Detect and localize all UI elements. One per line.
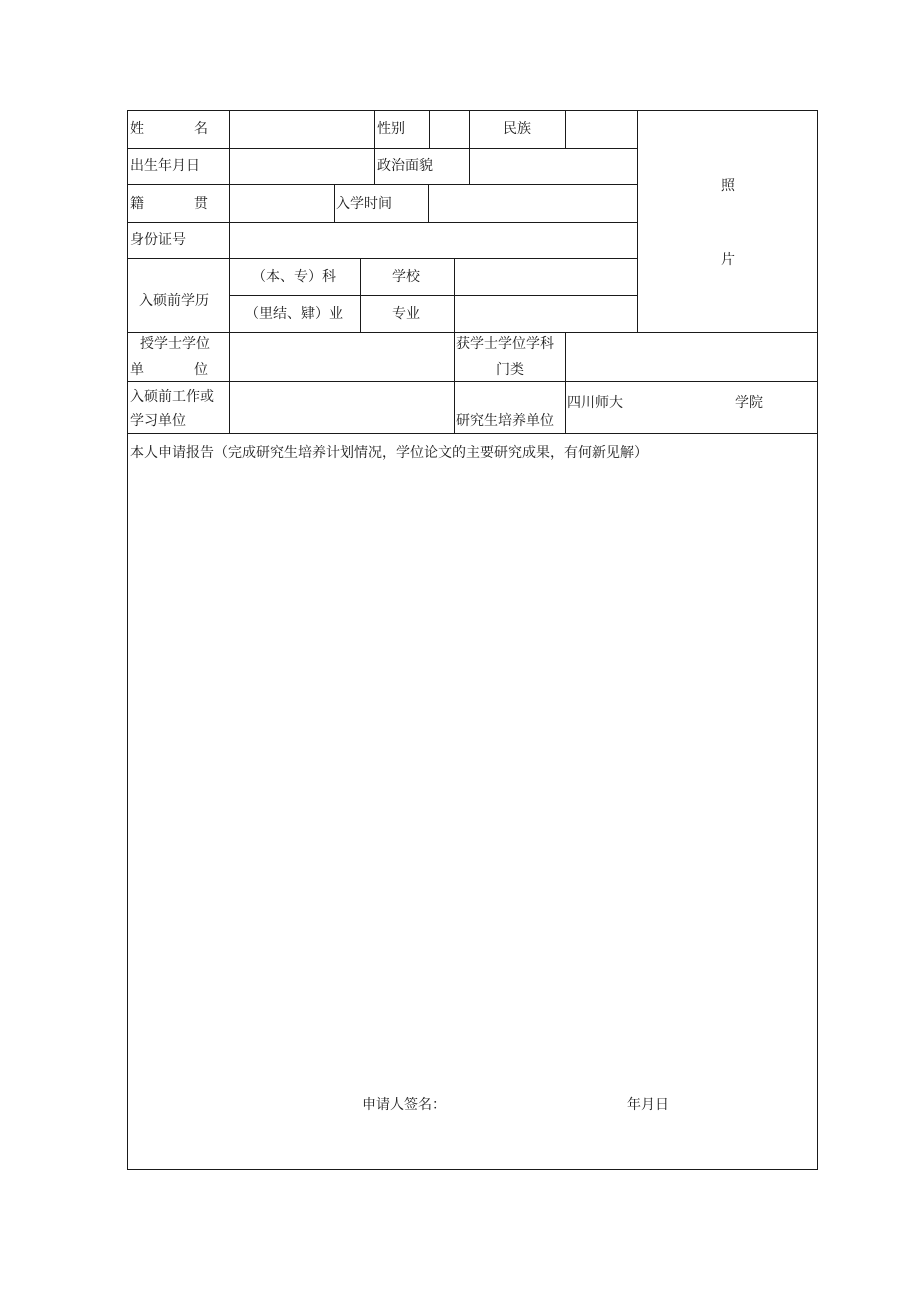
school-label: 学校	[392, 269, 420, 285]
bachelor-unit-label-char1: 单	[130, 362, 144, 378]
bachelor-category-label-line2: 门类	[496, 362, 524, 378]
bachelor-unit-label-char2: 位	[194, 362, 208, 378]
report-textarea[interactable]	[128, 466, 817, 1086]
rule-col-school-label	[360, 258, 361, 332]
school-field[interactable]	[455, 259, 637, 295]
birth-label: 出生年月日	[130, 158, 200, 174]
birth-field[interactable]	[230, 149, 374, 184]
signature-label: 申请人签名：	[362, 1097, 446, 1113]
photo-box[interactable]	[638, 111, 817, 332]
name-field[interactable]	[230, 111, 374, 148]
id-number-field[interactable]	[230, 223, 637, 258]
major-field[interactable]	[455, 296, 637, 332]
rule-col-enroll	[334, 184, 335, 222]
bachelor-unit-field[interactable]	[230, 333, 454, 381]
political-field[interactable]	[470, 149, 637, 184]
prior-work-field[interactable]	[230, 382, 454, 433]
date-label: 年月日	[627, 1097, 669, 1113]
gender-field[interactable]	[430, 111, 469, 148]
training-unit-label: 研究生培养单位	[456, 413, 554, 429]
bachelor-unit-label-line1: 授学士学位	[140, 336, 210, 352]
prior-work-label-line1: 入硕前工作或	[130, 389, 214, 405]
college-suffix: 学院	[735, 395, 763, 411]
id-label: 身份证号	[130, 232, 186, 248]
photo-label-char2: 片	[721, 252, 735, 268]
photo-label-char1: 照	[721, 178, 735, 194]
rule-col-ethnicity	[469, 110, 470, 148]
native-label-char1: 籍	[130, 196, 144, 212]
major-label: 专业	[392, 306, 420, 322]
degree-application-form	[127, 110, 818, 1170]
rule-col-mid	[454, 332, 455, 433]
name-label-char1: 姓	[130, 121, 144, 137]
report-heading: 本人申请报告（完成研究生培养计划情况，学位论文的主要研究成果，有何新见解）	[130, 445, 648, 461]
ethnicity-label: 民族	[503, 121, 531, 137]
graduation-label: （里结、肄）业	[245, 306, 343, 322]
prior-education-label: 入硕前学历	[139, 293, 209, 309]
prior-work-label-line2: 学习单位	[130, 413, 186, 429]
enroll-date-field[interactable]	[429, 185, 637, 222]
border-right	[817, 110, 818, 1170]
rule-row8	[127, 433, 818, 434]
bachelor-category-field[interactable]	[566, 333, 817, 381]
political-label: 政治面貌	[377, 158, 433, 174]
university-prefix: 四川师大	[567, 395, 623, 411]
undergrad-label: （本、专）科	[252, 269, 336, 285]
gender-label: 性别	[377, 121, 405, 137]
bachelor-category-label-line1: 获学士学位学科	[456, 336, 554, 352]
college-name-field[interactable]	[632, 382, 732, 433]
border-bottom	[127, 1169, 818, 1170]
rule-col-gender	[374, 110, 375, 184]
native-label-char2: 贯	[194, 196, 208, 212]
native-place-field[interactable]	[230, 185, 334, 222]
enroll-label: 入学时间	[336, 196, 392, 212]
ethnicity-field[interactable]	[566, 111, 637, 148]
name-label-char2: 名	[194, 121, 208, 137]
signature-field[interactable]	[447, 1090, 617, 1118]
